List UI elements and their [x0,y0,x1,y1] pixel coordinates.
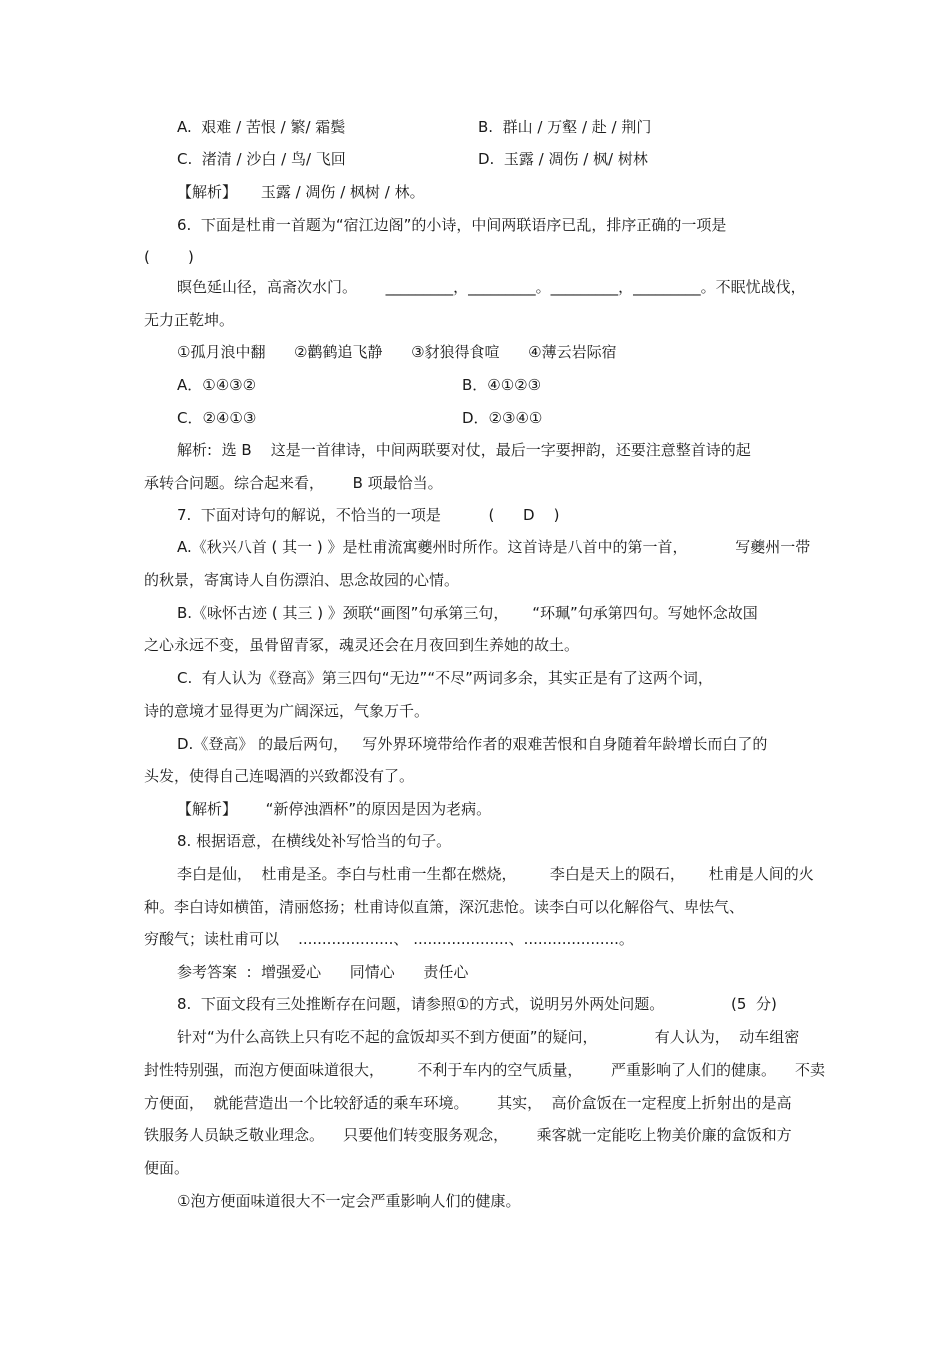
q5-analysis: 【解析】 玉露 / 凋伤 / 枫树 / 林。 [177,183,425,201]
q6-items: ①孤月浪中翻 ②鹳鹤追飞静 ③豺狼得食喧 ④薄云岩际宿 [177,343,617,361]
q8a-passage-line-3: 穷酸气；读杜甫可以 ....................、 ....................、....................。 [144,930,634,948]
q8b-passage-line-1: 针对“为什么高铁上只有吃不起的盒饭却买不到方便面”的疑问， 有人认为， 动车组密 [177,1028,800,1046]
q5-option-c: C. 渚清 / 沙白 / 鸟/ 飞回 [177,150,346,168]
q6-answer-paren: ( ) [144,248,194,266]
q6-option-b: B．④①②③ [462,376,542,394]
q7-option-c-line-1: C. 有人认为《登高》第三四句“无边”“不尽”两词多余，其实正是有了这两个词， [177,669,713,687]
q8b-passage-line-2: 封性特别强，而泡方便面味道很大， 不利于车内的空气质量， 严重影响了人们的健康。 不卖 [144,1061,826,1079]
q7-option-a-line-2: 的秋景，寄寓诗人自伤漂泊、思念故园的心情。 [144,571,460,589]
q6-option-d: D．②③④① [462,409,543,427]
q8b-passage-line-4: 铁服务人员缺乏敬业理念。 只要他们转变服务观念， 乘客就一定能吃上物美价廉的盒饭和方 [144,1126,792,1144]
q5-option-d: D. 玉露 / 凋伤 / 枫/ 树林 [478,150,648,168]
q6-poem-line-1: 暝色延山径，高斋次水门。 _________，_________。_________，_________。不眠忧战伐， [177,278,806,296]
q7-option-c-line-2: 诗的意境才显得更为广阔深远，气象万千。 [144,702,430,720]
q6-analysis-line-1: 解析: 选 B 这是一首律诗，中间两联要对仗，最后一字要押韵，还要注意整首诗的起 [177,441,751,459]
q7-stem: 7. 下面对诗句的解说，不恰当的一项是 ( D ) [177,506,560,524]
q8a-reference-answer: 参考答案 : 增强爱心 同情心 责任心 [177,963,469,981]
q6-poem-line-2: 无力正乾坤。 [144,311,235,329]
q7-analysis: 【解析】 “新停浊酒杯”的原因是因为老病。 [177,800,492,818]
q6-stem: 6. 下面是杜甫一首题为“宿江边阁”的小诗，中间两联语序已乱，排序正确的一项是 [177,216,727,234]
q7-option-a-line-1: A.《秋兴八首 ( 其一 ) 》是杜甫流寓夔州时所作。这首诗是八首中的第一首， 写夔州一带 [177,538,811,556]
q8b-example-note: ①泡方便面味道很大不一定会严重影响人们的健康。 [177,1192,521,1210]
q8a-passage-line-1: 李白是仙， 杜甫是圣。李白与杜甫一生都在燃烧， 李白是天上的陨石， 杜甫是人间的火 [177,865,814,883]
q8a-stem: 8. 根据语意，在横线处补写恰当的句子。 [177,832,452,850]
q6-option-a: A．①④③② [177,376,257,394]
q7-option-b-line-1: B.《咏怀古迹 ( 其三 ) 》颈联“画图”句承第三句， “环珮”句承第四句。写她怀念故国 [177,604,758,622]
q8b-passage-line-3: 方便面， 就能营造出一个比较舒适的乘车环境。 其实， 高价盒饭在一定程度上折射出的是高 [144,1094,792,1112]
q5-option-a: A. 艰难 / 苦恨 / 繁/ 霜鬓 [177,118,346,136]
q5-option-b: B. 群山 / 万壑 / 赴 / 荆门 [478,118,652,136]
q7-option-d-line-1: D.《登高》 的最后两句， 写外界环境带给作者的艰难苦恨和自身随着年龄增长而白了的 [177,735,768,753]
q6-option-c: C．②④①③ [177,409,257,427]
q7-option-d-line-2: 头发，使得自己连喝酒的兴致都没有了。 [144,767,415,785]
q8a-passage-line-2: 种。李白诗如横笛，清丽悠扬；杜甫诗似直箫，深沉悲怆。读李白可以化解俗气、卑怯气、 [144,898,745,916]
q8b-passage-line-5: 便面。 [144,1159,190,1177]
q7-option-b-line-2: 之心永远不变，虽骨留青冢，魂灵还会在月夜回到生养她的故土。 [144,636,580,654]
q6-analysis-line-2: 承转合问题。综合起来看， B 项最恰当。 [144,474,443,492]
q8b-stem: 8. 下面文段有三处推断存在问题，请参照①的方式，说明另外两处问题。 (5 分) [177,995,777,1013]
